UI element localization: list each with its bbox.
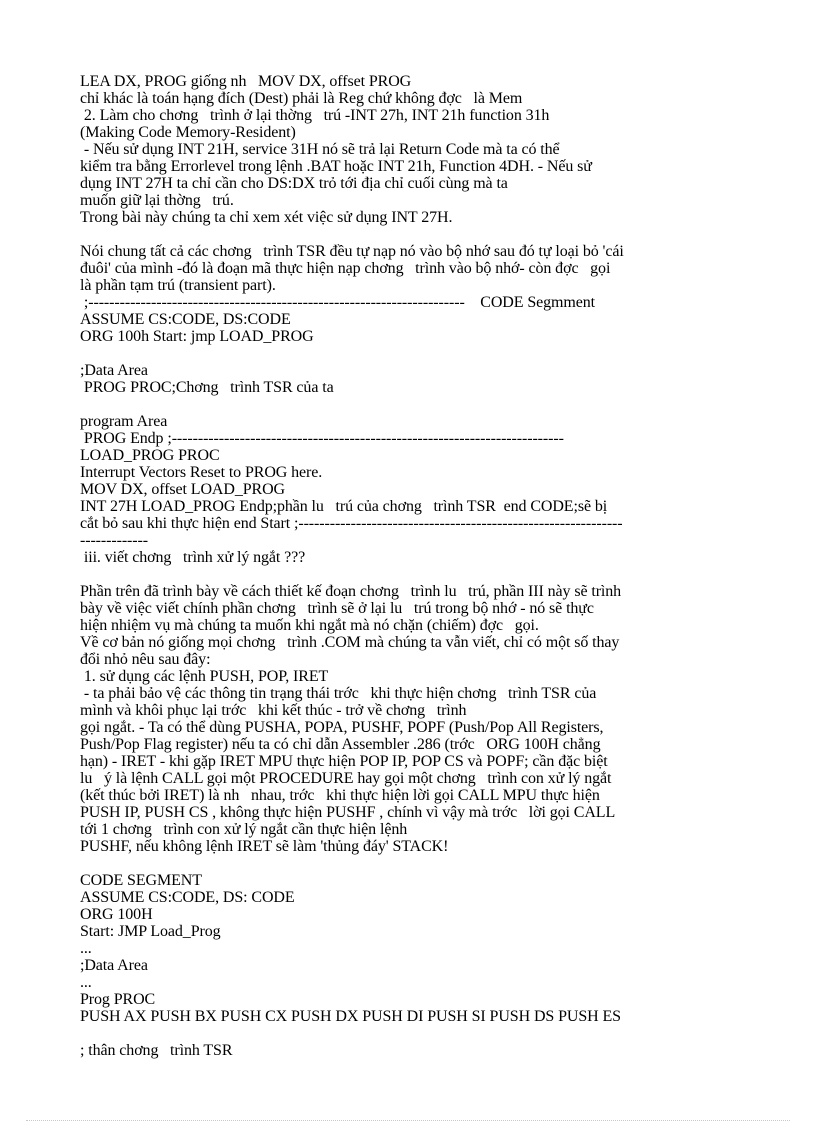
page-bottom-divider — [26, 1120, 790, 1121]
text-line: Prog PROC — [80, 991, 156, 1008]
text-line: (kết thúc bởi IRET) là nh nhau, trớc khi thực hiện lời gọi CALL MPU thực hiện — [80, 787, 600, 804]
text-line: hạn) - IRET - khi gặp IRET MPU thực hiện POP IP, POP CS và POPF; cần đặc biệt — [80, 753, 608, 770]
text-line: tới 1 chơng trình con xử lý ngắt cần thực hiện lệnh — [80, 821, 408, 838]
text-line: ORG 100h Start: jmp LOAD_PROG — [80, 328, 314, 345]
document-body — [80, 73, 745, 1059]
text-line: MOV DX, offset LOAD_PROG — [80, 481, 286, 498]
text-line: Start: JMP Load_Prog — [80, 923, 221, 940]
text-line: ;Data Area — [80, 362, 148, 379]
text-line: LEA DX, PROG giống nh MOV DX, offset PROG — [80, 73, 412, 90]
text-line: Về cơ bản nó giống mọi chơng trình .COM mà chúng ta vẫn viết, chỉ có một số thay — [80, 634, 620, 651]
text-line: 1. sử dụng các lệnh PUSH, POP, IRET — [80, 668, 329, 685]
text-line: mình và khôi phục lại trớc khi kết thúc - trở về chơng trình — [80, 702, 467, 719]
text-line: chỉ khác là toán hạng đích (Dest) phải là Reg chứ không đợc là Mem — [80, 90, 523, 107]
text-line: lu ý là lệnh CALL gọi một PROCEDURE hay gọi một chơng trình con xử lý ngắt — [80, 770, 612, 787]
text-line: đổi nhỏ nêu sau đây: — [80, 651, 211, 668]
text-line: PUSHF, nếu không lệnh IRET sẽ làm 'thủng đáy' STACK! — [80, 838, 449, 855]
text-line: ;Data Area — [80, 957, 148, 974]
text-line: Interrupt Vectors Reset to PROG here. — [80, 464, 323, 481]
text-line: (Making Code Memory-Resident) — [80, 124, 296, 141]
text-line: ... — [80, 940, 92, 957]
blank-line — [80, 396, 745, 413]
text-line: kiểm tra bằng Errorlevel trong lệnh .BAT hoặc INT 21h, Function 4DH. - Nếu sử — [80, 158, 592, 175]
text-line: ;------------------------------------------------------------------------ CODE Segmment — [80, 294, 595, 311]
text-line: bày về việc viết chính phần chơng trình sẽ ở lại lu trú trong bộ nhớ - nó sẽ thực — [80, 600, 594, 617]
text-line: ; thân chơng trình TSR — [80, 1042, 233, 1059]
text-line: cắt bỏ sau khi thực hiện end Start ;-------------------------------------------------------------- — [80, 515, 623, 532]
text-line: ORG 100H — [80, 906, 153, 923]
text-line: PUSH AX PUSH BX PUSH CX PUSH DX PUSH DI PUSH SI PUSH DS PUSH ES — [80, 1008, 621, 1025]
text-line: hiện nhiệm vụ mà chúng ta muốn khi ngắt mà nó chặn (chiếm) đợc gọi. — [80, 617, 539, 634]
text-line: LOAD_PROG PROC — [80, 447, 220, 464]
text-line: PROG PROC;Chơng trình TSR của ta — [80, 379, 334, 396]
text-line: INT 27H LOAD_PROG Endp;phần lu trú của chơng trình TSR end CODE;sẽ bị — [80, 498, 608, 515]
text-line: 2. Làm cho chơng trình ở lại thờng trú -INT 27h, INT 21h function 31h — [80, 107, 550, 124]
text-line: Trong bài này chúng ta chỉ xem xét việc sử dụng INT 27H. — [80, 209, 453, 226]
text-line: iii. viết chơng trình xử lý ngắt ??? — [80, 549, 306, 566]
text-line: muốn giữ lại thờng trú. — [80, 192, 234, 209]
blank-line — [80, 226, 745, 243]
blank-line — [80, 566, 745, 583]
text-line: Phần trên đã trình bày về cách thiết kế đoạn chơng trình lu trú, phần III này sẽ trình — [80, 583, 622, 600]
blank-line — [80, 345, 745, 362]
text-line: đuôi' của mình -đó là đoạn mã thực hiện nạp chơng trình vào bộ nhớ- còn đợc gọi — [80, 260, 611, 277]
text-line: PUSH IP, PUSH CS , không thực hiện PUSHF , chính vì vậy mà trớc lời gọi CALL — [80, 804, 616, 821]
text-line: - ta phải bảo vệ các thông tin trạng thái trớc khi thực hiện chơng trình TSR của — [80, 685, 597, 702]
text-line: CODE SEGMENT — [80, 872, 202, 889]
text-line: Nói chung tất cả các chơng trình TSR đều tự nạp nó vào bộ nhớ sau đó tự loại bỏ 'cái — [80, 243, 624, 260]
text-line: gọi ngắt. - Ta có thể dùng PUSHA, POPA, PUSHF, POPF (Push/Pop All Registers, — [80, 719, 604, 736]
text-line: ASSUME CS:CODE, DS:CODE — [80, 311, 291, 328]
blank-line — [80, 855, 745, 872]
text-line: PROG Endp ;--------------------------------------------------------------------------- — [80, 430, 564, 447]
text-line: dụng INT 27H ta chỉ cần cho DS:DX trỏ tới địa chỉ cuối cùng mà ta — [80, 175, 508, 192]
text-line: - Nếu sử dụng INT 21H, service 31H nó sẽ trả lại Return Code mà ta có thể — [80, 141, 560, 158]
text-line: ASSUME CS:CODE, DS: CODE — [80, 889, 295, 906]
text-line: program Area — [80, 413, 168, 430]
text-line: là phần tạm trú (transient part). — [80, 277, 276, 294]
text-line: ------------- — [80, 532, 148, 549]
blank-line — [80, 1025, 745, 1042]
text-line: Push/Pop Flag register) nếu ta có chỉ dẫn Assembler .286 (trớc ORG 100H chẳng — [80, 736, 601, 753]
text-line: ... — [80, 974, 92, 991]
